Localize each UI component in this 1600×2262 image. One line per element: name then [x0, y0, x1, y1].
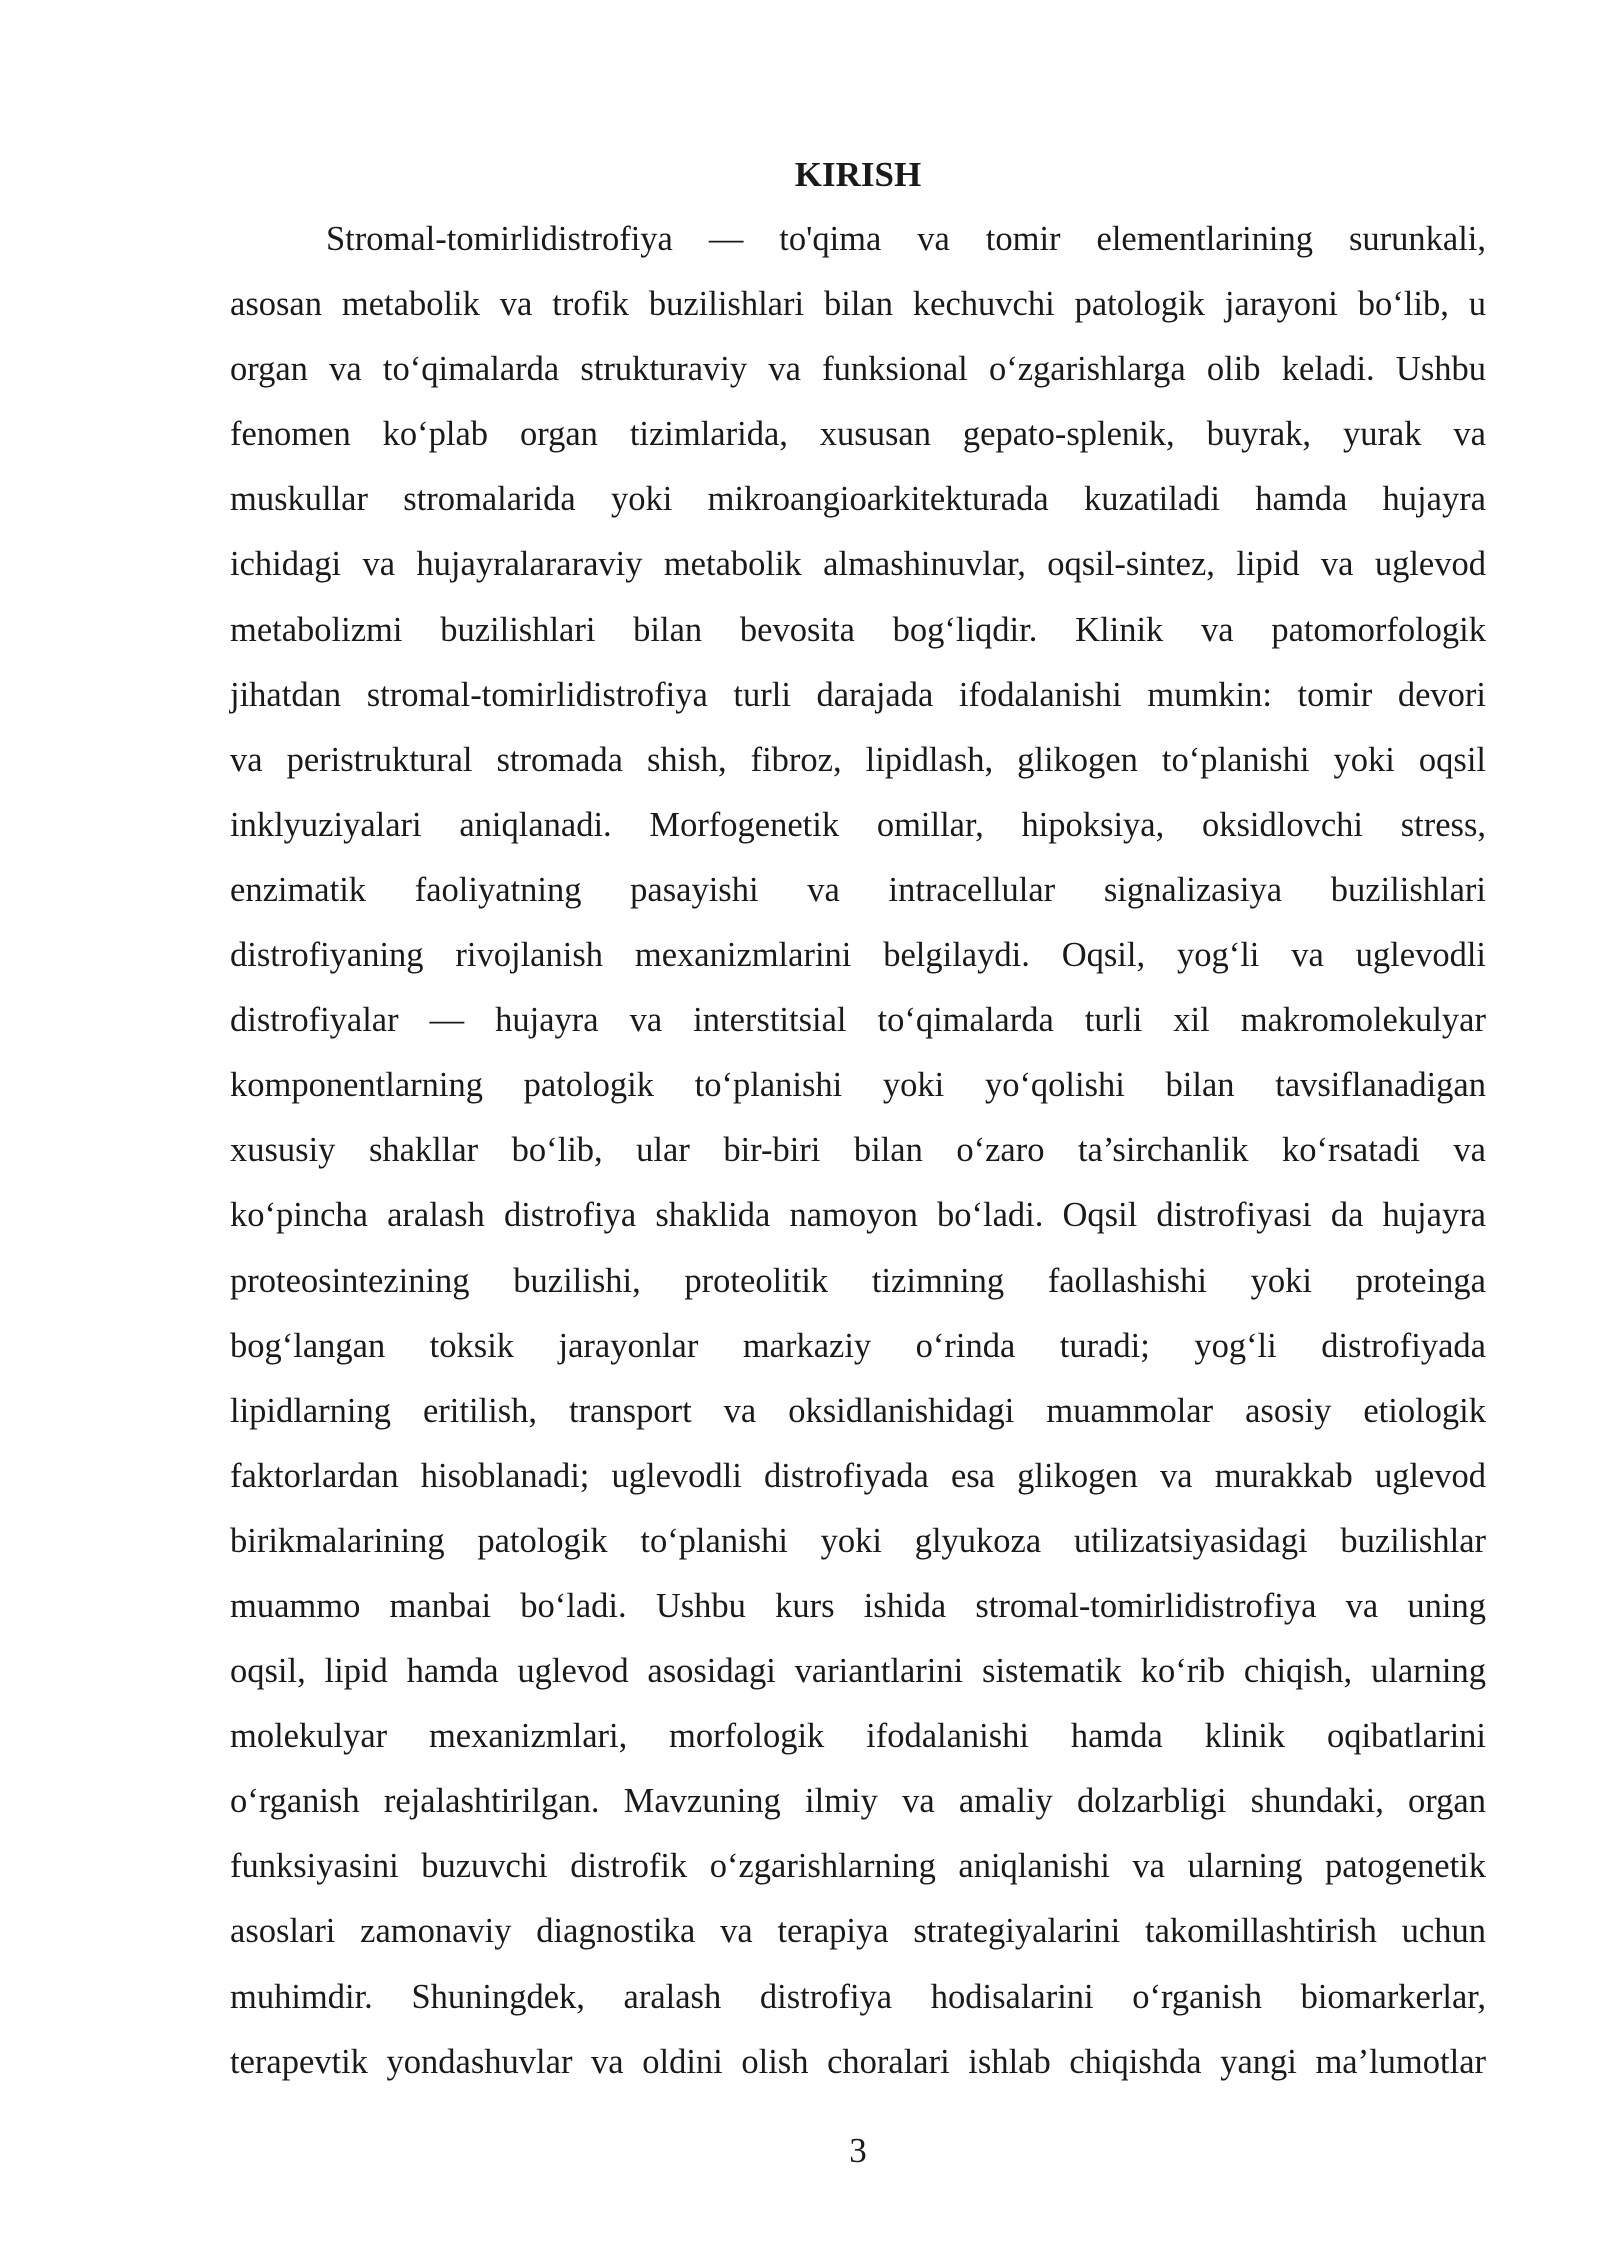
page-number: 3 — [849, 2131, 867, 2170]
paragraph-line: xususiy shakllar bo‘lib, ular bir-biri bilan o‘zaro ta’sirchanlik ko‘rsatadi va — [230, 1131, 1486, 1170]
paragraph-line: oqsil, lipid hamda uglevod asosidagi variantlarini sistematik ko‘rib chiqish, ularning — [230, 1652, 1486, 1691]
section-heading: KIRISH — [794, 155, 922, 194]
paragraph-line: jihatdan stromal-tomirlidistrofiya turli darajada ifodalanishi mumkin: tomir devori — [230, 675, 1486, 714]
paragraph-line: o‘rganish rejalashtirilgan. Mavzuning ilmiy va amaliy dolzarbligi shundaki, organ — [230, 1782, 1486, 1821]
paragraph-line: distrofiyaning rivojlanish mexanizmlarini belgilaydi. Oqsil, yog‘li va uglevodli — [230, 936, 1486, 975]
body-paragraph — [230, 207, 1486, 2095]
paragraph-line: asosan metabolik va trofik buzilishlari bilan kechuvchi patologik jarayoni bo‘lib, u — [230, 285, 1486, 324]
paragraph-line: muhimdir. Shuningdek, aralash distrofiya hodisalarini o‘rganish biomarkerlar, — [230, 1977, 1486, 2016]
paragraph-line: enzimatik faoliyatning pasayishi va intracellular signalizasiya buzilishlari — [230, 870, 1486, 909]
paragraph-line: va peristruktural stromada shish, fibroz, lipidlash, glikogen to‘planishi yoki oqsil — [230, 740, 1486, 779]
paragraph-line: proteosintezining buzilishi, proteolitik tizimning faollashishi yoki proteinga — [230, 1261, 1486, 1300]
paragraph-line: asoslari zamonaviy diagnostika va terapiya strategiyalarini takomillashtirish uchun — [230, 1912, 1486, 1951]
paragraph-line: inklyuziyalari aniqlanadi. Morfogenetik omillar, hipoksiya, oksidlovchi stress, — [230, 805, 1486, 844]
paragraph-line: funksiyasini buzuvchi distrofik o‘zgarishlarning aniqlanishi va ularning patogenetik — [230, 1847, 1486, 1886]
paragraph-line: ko‘pincha aralash distrofiya shaklida namoyon bo‘ladi. Oqsil distrofiyasi da hujayra — [230, 1196, 1486, 1235]
paragraph-line: metabolizmi buzilishlari bilan bevosita bog‘liqdir. Klinik va patomorfologik — [230, 610, 1486, 649]
paragraph-line: fenomen ko‘plab organ tizimlarida, xususan gepato-splenik, buyrak, yurak va — [230, 415, 1486, 454]
paragraph-line: organ va to‘qimalarda strukturaviy va funksional o‘zgarishlarga olib keladi. Ushbu — [230, 350, 1486, 389]
paragraph-line: lipidlarning eritilish, transport va oksidlanishidagi muammolar asosiy etiologik — [230, 1391, 1486, 1430]
paragraph-line: molekulyar mexanizmlari, morfologik ifodalanishi hamda klinik oqibatlarini — [230, 1717, 1486, 1756]
paragraph-line: birikmalarining patologik to‘planishi yoki glyukoza utilizatsiyasidagi buzilishlar — [230, 1521, 1486, 1560]
paragraph-line: komponentlarning patologik to‘planishi yoki yo‘qolishi bilan tavsiflanadigan — [230, 1066, 1486, 1105]
paragraph-line: Stromal-tomirlidistrofiya — to'qima va tomir elementlarining surunkali, — [326, 220, 1486, 258]
paragraph-line: muammo manbai bo‘ladi. Ushbu kurs ishida stromal-tomirlidistrofiya va uning — [230, 1586, 1486, 1625]
paragraph-line: bog‘langan toksik jarayonlar markaziy o‘rinda turadi; yog‘li distrofiyada — [230, 1326, 1486, 1365]
paragraph-line: terapevtik yondashuvlar va oldini olish choralari ishlab chiqishda yangi ma’lumotlar — [230, 2042, 1486, 2081]
paragraph-line: distrofiyalar — hujayra va interstitsial to‘qimalarda turli xil makromolekulyar — [230, 1001, 1486, 1040]
paragraph-line: faktorlardan hisoblanadi; uglevodli distrofiyada esa glikogen va murakkab uglevod — [230, 1456, 1486, 1495]
paragraph-line: muskullar stromalarida yoki mikroangioarkitekturada kuzatiladi hamda hujayra — [230, 480, 1486, 519]
paragraph-line: ichidagi va hujayralararaviy metabolik almashinuvlar, oqsil-sintez, lipid va uglevod — [230, 545, 1486, 584]
